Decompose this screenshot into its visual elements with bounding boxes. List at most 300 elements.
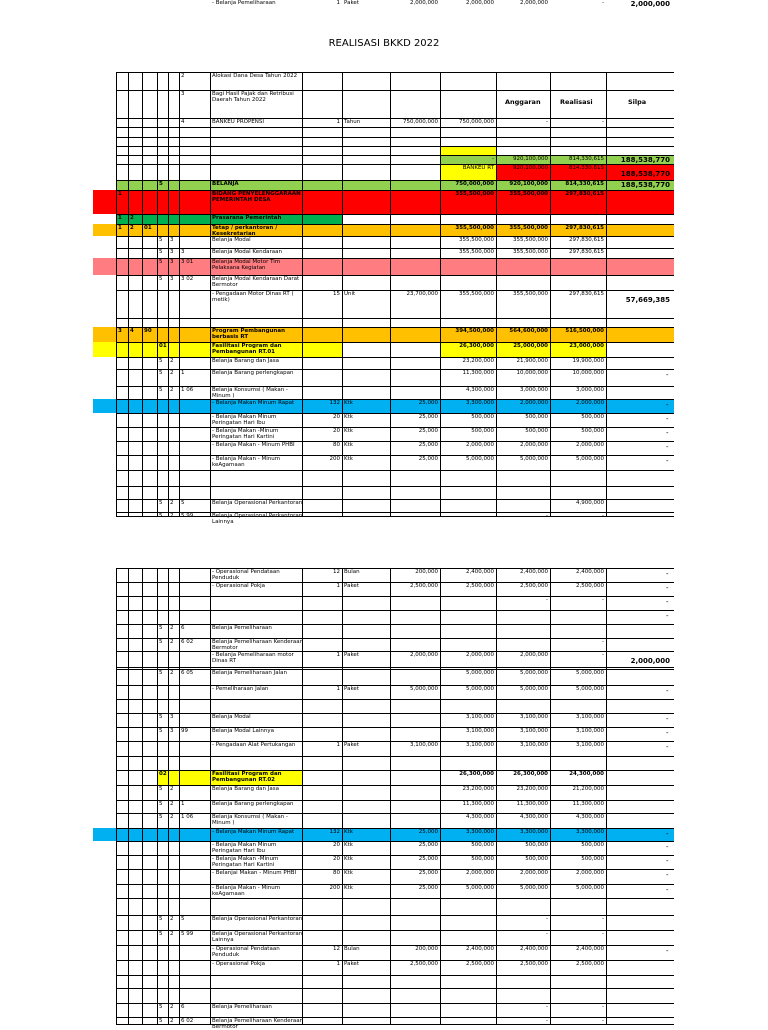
table-cell: Belanja Konsumsi ( Makan - Minum ) [212,814,288,826]
table-cell: 21,200,000 [572,786,604,792]
table-cell: 2 [130,215,134,221]
table-cell: - Belanja Makan Minum Rapat [212,400,295,406]
column-line [496,72,497,516]
table-cell: 5,000,000 [466,686,494,692]
table-cell: - Belanjai Makan - Minum PHBI [212,870,297,876]
table-cell: Belanja Operasional Perkantoran Lainnya [212,513,303,525]
table-cell: - [546,931,548,937]
table-cell: - Belanja Pemeliharaan motor Dinas RT [212,652,294,664]
table-cell: 3,000,000 [520,387,548,393]
table-cell: 5,000,000 [576,456,604,462]
table-cell: 1 [118,191,122,197]
silpa-dash: - [666,443,669,451]
table-cell: 2 [170,786,174,792]
table-cell: 5 [159,249,163,255]
table-cell: 5 [159,786,163,792]
row-line [116,137,674,138]
table-cell: 3,100,000 [466,742,494,748]
table-cell: 355,500,000 [513,249,548,255]
table-cell: - Belanja Pemeliharaan [212,0,276,6]
silpa-value: 188,538,770 [620,170,670,178]
table-cell: 3 [170,714,174,720]
silpa-dash: - [666,401,669,409]
column-line [210,72,211,516]
table-cell: 355,500,000 [455,225,494,231]
table-cell: 26,300,000 [513,771,548,777]
table-cell: 5,000,000 [466,885,494,891]
table-cell: 23,200,000 [462,358,494,364]
table-cell: 5 [159,370,163,376]
table-cell: 200,000 [415,946,438,952]
table-cell: 500,000 [471,428,494,434]
silpa-value: 188,538,770 [620,156,670,164]
table-cell: 19,900,000 [572,358,604,364]
table-cell: 2 [170,370,174,376]
table-cell: 5 [159,513,163,519]
table-cell: 2,000,000 [520,400,548,406]
table-cell: 297,830,615 [569,249,604,255]
table-cell: 21,900,000 [516,358,548,364]
table-cell: BELANJA [212,181,239,187]
table-cell: 1 [336,0,340,6]
table-cell: Belanja Operasional Perkantoran [212,916,303,922]
row-line [116,988,674,989]
table-cell: 500,000 [581,428,604,434]
table-cell: - Belanja Makan Minum Peringatan Hari Ibu [212,414,277,426]
table-cell: 750,000,000 [459,119,494,125]
column-line [210,568,211,1024]
table-cell: Bulan [344,946,360,952]
table-cell: 25,000 [418,400,438,406]
table-cell: 2,500,000 [520,583,548,589]
table-cell: 5 [159,276,163,282]
table-cell: Tahun [344,119,361,125]
table-cell: 2 [170,500,174,506]
table-cell: 2 [170,916,174,922]
silpa-dash: - [666,830,669,838]
column-line [179,568,180,1024]
row-line [116,214,674,215]
row-line [116,667,674,668]
table-cell: 5 [159,801,163,807]
table-cell: 2 [170,387,174,393]
table-cell: 750,000,000 [455,181,494,187]
silpa-dash: - [666,947,669,955]
table-cell: 132 [329,400,340,406]
table-cell: 4,300,000 [520,814,548,820]
table-cell: 200 [329,456,340,462]
table-cell: 5 [159,237,163,243]
column-line [342,568,343,1024]
table-cell: 3,100,000 [466,728,494,734]
table-cell: - Operasional Pendataan Penduduk [212,946,280,958]
table-cell: 3,100,000 [410,742,438,748]
table-cell: 99 [181,728,188,734]
table-cell: 3 01 [181,259,194,265]
table-cell: - Belanja Makan Minum Rapat [212,829,295,835]
table-cell: 5 [159,500,163,506]
table-cell: 200 [329,885,340,891]
table-cell: - [602,639,604,645]
table-cell: Belanja Pemeliharaan [212,1004,272,1010]
table-cell: 1 [118,215,122,221]
table-cell: Bagi Hasil Pajak dan Retribusi Daerah Tahun 2022 [212,91,294,103]
table-cell: 500,000 [525,856,548,862]
header-silpa: Silpa [628,98,647,106]
table-cell: 2,000,000 [576,442,604,448]
row-line [116,624,674,625]
table-cell: - [602,916,604,922]
table-cell: 20 [333,842,340,848]
row-line [116,470,674,471]
table-cell: - [546,916,548,922]
table-cell: Belanja Barang perlengkapan [212,801,294,807]
table-cell: 25,000 [418,856,438,862]
silpa-value: 2,000,000 [630,0,670,8]
table-cell: 814,330,615 [569,165,604,171]
table-cell: Paket [344,583,359,589]
row-line [116,898,674,899]
table-cell: 355,500,000 [513,291,548,297]
table-cell: 5,000,000 [466,456,494,462]
table-cell: 3 [170,249,174,255]
table-cell: 394,500,000 [455,328,494,334]
table-cell: 4 [181,119,185,125]
table-cell: 2 [170,1018,174,1024]
table-cell: 90 [144,328,152,334]
table-cell: 01 [159,343,167,349]
page-title: REALISASI BKKD 2022 [328,38,440,49]
table-cell: 297,830,615 [569,291,604,297]
table-cell: 26,300,000 [459,343,494,349]
table-cell: 355,500,000 [509,191,548,197]
table-cell: 3,100,000 [520,728,548,734]
table-cell: 920,100,000 [509,181,548,187]
table-cell: 11,300,000 [516,801,548,807]
row-line [116,610,674,611]
table-cell: 2,400,000 [466,946,494,952]
silpa-dash: - [666,584,669,592]
column-line [390,72,391,516]
table-cell: 5 99 [181,931,194,937]
table-cell: Fasilitasi Program dan Pembangunan RT.02 [212,771,282,783]
table-cell: 23,200,000 [462,786,494,792]
table-cell: 814,330,615 [569,156,604,162]
table-cell: 10,000,000 [572,370,604,376]
silpa-dash: - [666,886,669,894]
table-cell: 6 [181,1004,185,1010]
table-cell: 500,000 [581,414,604,420]
column-line [606,72,607,516]
table-cell: - [546,597,548,603]
table-cell: - [602,1018,604,1024]
table-cell: 6 05 [181,670,194,676]
silpa-dash: - [666,687,669,695]
table-cell: 5 [159,728,163,734]
table-cell: 2,000,000 [576,870,604,876]
row-line [116,146,674,147]
table-cell: 2 [130,225,134,231]
row-line [116,72,674,73]
table-cell: 355,500,000 [459,291,494,297]
table-cell: Paket [344,0,359,6]
table-cell: Belanja Barang dan Jasa [212,358,280,364]
row-line [116,1024,674,1025]
table-cell: 2,000,000 [576,400,604,406]
table-cell: 2 [170,931,174,937]
table-cell: Belanja Modal [212,237,251,243]
table-cell: Belanja Modal [212,714,251,720]
table-cell: 6 [181,625,185,631]
table-cell: 297,830,615 [569,237,604,243]
silpa-dash: - [666,871,669,879]
table-cell: Unit [344,291,356,297]
column-line [157,568,158,1024]
table-cell: 3,100,000 [520,714,548,720]
table-cell: 25,000 [418,414,438,420]
table-cell: 5,000,000 [466,670,494,676]
table-cell: BANKEU RT [462,165,494,171]
table-cell: 5 [159,181,163,187]
column-line [116,568,117,1024]
column-line [550,568,551,1024]
column-line [606,568,607,1024]
table-cell: 5,000,000 [576,686,604,692]
table-cell: - [602,931,604,937]
silpa-dash: - [666,457,669,465]
silpa-dash: - [666,857,669,865]
table-cell: 500,000 [581,842,604,848]
table-cell: Ktk [344,400,353,406]
table-cell: 20 [333,428,340,434]
table-cell: 23,200,000 [516,786,548,792]
table-cell: Belanja Konsumsi ( Makan - Minum ) [212,387,288,399]
table-cell: 5 [159,259,163,265]
table-cell: 5 [159,639,163,645]
row-line [116,756,674,757]
table-cell: 516,500,000 [565,328,604,334]
table-cell: 3,100,000 [576,742,604,748]
row-line [116,127,674,128]
column-line [179,72,180,516]
table-cell: 2 [170,513,174,519]
table-cell: Belanja Pemeliharaan Kenderaan Bermotor [212,639,304,651]
table-cell: 3,100,000 [576,728,604,734]
table-cell: 3 [170,276,174,282]
table-cell: 3,000,000 [576,387,604,393]
table-cell: Ktk [344,456,353,462]
table-cell: 2,400,000 [576,569,604,575]
table-cell: 1 [181,801,185,807]
column-line [496,568,497,1024]
table-cell: 23,000,000 [569,343,604,349]
silpa-dash: - [666,715,669,723]
table-cell: 2,000,000 [466,870,494,876]
column-line [440,568,441,1024]
table-cell: 5 [159,916,163,922]
table-cell: 5,000,000 [576,885,604,891]
table-cell: - Belanja Makan - Minum keAgamaan [212,456,281,468]
silpa-value: 188,538,770 [620,181,670,189]
table-cell: 5,000,000 [410,686,438,692]
column-line [142,72,143,516]
table-cell: 20 [333,856,340,862]
table-cell: 5 [181,916,185,922]
table-cell: 2,000,000 [410,652,438,658]
silpa-dash: - [666,415,669,423]
table-cell: 2,500,000 [576,583,604,589]
table-cell: - [546,1004,548,1010]
silpa-dash: - [666,598,669,606]
table-cell: - Operasional Pendataan Penduduk [212,569,280,581]
table-cell: 3,100,000 [466,714,494,720]
table-cell: 355,500,000 [455,191,494,197]
table-cell: 4,900,000 [576,500,604,506]
table-cell: 1 [336,961,340,967]
table-cell: 2,400,000 [520,946,548,952]
table-cell: 12 [333,946,340,952]
table-cell: 25,000 [418,428,438,434]
table-cell: 2,400,000 [466,569,494,575]
table-cell: - Operasional Pokja [212,583,266,589]
table-cell: 3 [170,259,174,265]
table-cell: 4,300,000 [576,814,604,820]
table-cell: Belanja Pemeliharaan Jalan [212,670,287,676]
table-cell: Bulan [344,569,360,575]
table-cell: 2,000,000 [466,0,494,6]
table-cell: 25,000,000 [513,343,548,349]
table-cell: 920,100,000 [513,156,548,162]
table-cell: 2 [170,1004,174,1010]
table-cell: Belanja Pemeliharaan Kenderaan Bermotor [212,1018,304,1030]
table-cell: 297,830,615 [565,225,604,231]
table-cell: - [546,513,548,519]
table-cell: - Operasional Pokja [212,961,266,967]
table-cell: 2,500,000 [410,583,438,589]
table-cell: 5 [159,814,163,820]
table-cell: 1 [336,119,340,125]
table-cell: Belanja Modal Kendaraan Darat Bermotor [212,276,300,288]
table-cell: 25,000 [418,456,438,462]
table-cell: 25,000 [418,842,438,848]
table-cell: Tetap / perkantoran / Kesekretarian [212,225,278,237]
table-cell: 2,000,000 [520,652,548,658]
table-cell: 1 [336,742,340,748]
table-cell: Belanja Modal Motor Tim Pelaksana Kegiatan [212,259,281,271]
table-cell: 500,000 [525,414,548,420]
table-cell: Belanja Operasional Perkantoran Lainnya [212,931,303,943]
table-cell: 3 02 [181,276,194,282]
table-cell: 3,300,000 [466,829,494,835]
column-line [390,568,391,1024]
table-cell: 200,000 [415,569,438,575]
header-anggaran: Anggaran [505,98,541,106]
table-cell: 25,000 [418,885,438,891]
table-cell: 10,000,000 [516,370,548,376]
table-cell: 564,600,000 [509,328,548,334]
table-cell: - [492,156,494,162]
silpa-dash: - [666,570,669,578]
table-cell: 25,000 [418,829,438,835]
column-line [168,72,169,516]
row-highlight [440,146,496,155]
table-cell: - Belanja Makan - Minum keAgamaan [212,885,281,897]
table-cell: 3 [181,91,185,97]
table-cell: Paket [344,652,359,658]
table-cell: 24,300,000 [569,771,604,777]
table-cell: 5,000,000 [520,885,548,891]
table-cell: Fasilitasi Program dan Pembangunan RT.01 [212,343,282,355]
column-line [168,568,169,1024]
table-cell: 1 06 [181,814,194,820]
table-cell: 4,300,000 [466,814,494,820]
table-cell: 2,500,000 [410,961,438,967]
table-cell: 2 [170,639,174,645]
table-cell: 5 [159,625,163,631]
table-cell: 2,500,000 [576,961,604,967]
table-cell: - [602,119,604,125]
table-cell: Belanja Operasional Perkantoran [212,500,303,506]
table-cell: 1 [336,583,340,589]
table-cell: 2 [170,358,174,364]
table-cell: 5 [181,500,185,506]
table-cell: Program Pembangunan berbasis RT [212,328,285,340]
table-cell: 02 [159,771,167,777]
table-cell: 2 [170,801,174,807]
table-cell: 297,830,615 [565,191,604,197]
table-cell: 355,500,000 [459,237,494,243]
table-cell: 25,000 [418,870,438,876]
column-line [116,72,117,516]
table-cell: 920,100,000 [513,165,548,171]
table-cell: 3,300,000 [520,829,548,835]
table-cell: - Belanja Makan -Minum Peringatan Hari Kartini [212,856,279,868]
table-cell: 23,700,000 [406,291,438,297]
table-cell: Paket [344,961,359,967]
table-cell: 500,000 [471,842,494,848]
table-cell: 5 [159,358,163,364]
table-cell: 5 [159,387,163,393]
row-line [116,90,674,91]
table-cell: Ktk [344,414,353,420]
column-line [550,72,551,516]
table-cell: 2,500,000 [520,961,548,967]
table-cell: 6 02 [181,1018,194,1024]
table-cell: 3 [170,728,174,734]
table-cell: 5 99 [181,513,194,519]
table-cell: Belanja Barang dan Jasa [212,786,280,792]
header-realisasi: Realisasi [560,98,593,106]
table-cell: - Belanja Makan -Minum Peringatan Hari Kartini [212,428,279,440]
table-cell: 11,300,000 [462,370,494,376]
table-cell: 750,000,000 [403,119,438,125]
table-cell: 500,000 [581,856,604,862]
table-cell: 12 [333,569,340,575]
table-cell: 500,000 [525,842,548,848]
table-cell: - [602,0,604,6]
table-cell: 2,500,000 [466,583,494,589]
table-cell: 3 [181,249,185,255]
table-cell: Alokasi Dana Desa Tahun 2022 [212,73,298,79]
table-cell: 80 [333,870,340,876]
table-cell: BANKEU PROPENSI [212,119,264,125]
silpa-dash: - [666,843,669,851]
silpa-dash: - [666,612,669,620]
table-cell: 4,300,000 [466,387,494,393]
table-cell: 5 [159,714,163,720]
table-cell: - [602,1004,604,1010]
table-cell: Ktk [344,856,353,862]
